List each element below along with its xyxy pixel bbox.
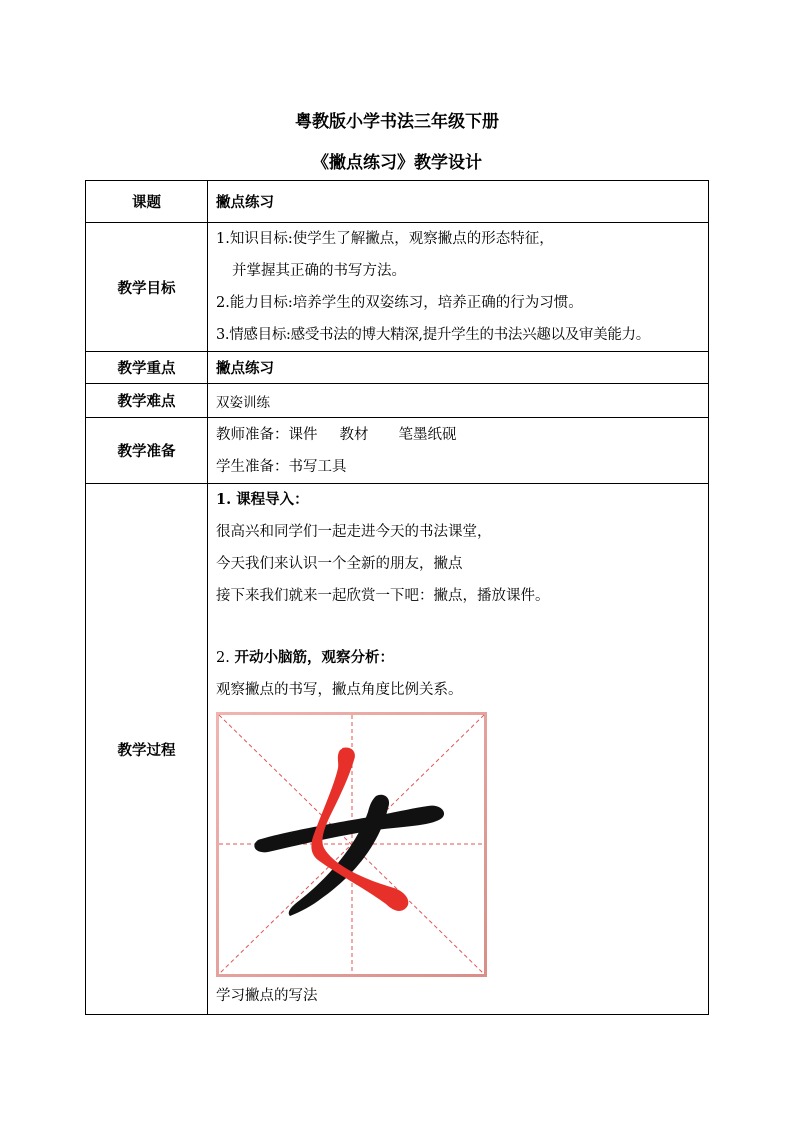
row-objectives xyxy=(86,223,709,352)
value-key-point: 撇点练习 xyxy=(208,352,709,384)
value-preparation xyxy=(208,418,709,484)
label-preparation: 教学准备 xyxy=(86,418,208,484)
section1-line: 很高兴和同学们一起走进今天的书法课堂， xyxy=(216,524,492,540)
objective-line: 2.能力目标:培养学生的双姿练习，培养正确的行为习惯。 xyxy=(216,295,583,311)
objective-line: 3.情感目标:感受书法的博大精深,提升学生的书法兴趣以及审美能力。 xyxy=(216,327,650,343)
row-topic xyxy=(86,181,709,223)
section1-line: 今天我们来认识一个全新的朋友，撇点 xyxy=(216,556,463,572)
label-topic: 课题 xyxy=(86,181,208,223)
grid-caption: 学习撇点的写法 xyxy=(216,988,318,1004)
row-key-point xyxy=(86,352,709,384)
label-objectives: 教学目标 xyxy=(86,223,208,352)
section2-heading: 开动小脑筋，观察分析： xyxy=(234,649,394,666)
document-subtitle: 《撇点练习》教学设计 xyxy=(312,153,482,173)
value-topic: 撇点练习 xyxy=(208,181,709,223)
label-difficulty: 教学难点 xyxy=(86,384,208,418)
teacher-item: 笔墨纸砚 xyxy=(398,426,457,443)
teacher-prefix: 教师准备： xyxy=(216,426,289,443)
teacher-item: 教材 xyxy=(339,426,369,443)
row-preparation xyxy=(86,418,709,484)
section2-line: 观察撇点的书写，撇点角度比例关系。 xyxy=(216,682,463,698)
section1-title: 1. 课程导入： xyxy=(216,491,309,508)
label-process: 教学过程 xyxy=(86,484,208,1015)
row-difficulty xyxy=(86,384,709,418)
objective-line: 并掌握其正确的书写方法。 xyxy=(232,263,406,279)
value-difficulty: 双姿训练 xyxy=(208,384,709,418)
calligraphy-grid-image xyxy=(216,712,488,978)
teacher-preparation xyxy=(216,419,704,451)
section1-line: 接下来我们就来一起欣赏一下吧：撇点，播放课件。 xyxy=(216,588,550,604)
lesson-plan-table xyxy=(85,180,709,1015)
document-title: 粤教版小学书法三年级下册 xyxy=(295,112,499,132)
teacher-item: 课件 xyxy=(288,426,318,443)
section2-number: 2. xyxy=(216,650,230,666)
value-process xyxy=(208,484,709,1015)
row-process xyxy=(86,484,709,1015)
value-objectives xyxy=(208,223,709,352)
calligraphy-practice-grid xyxy=(216,712,488,978)
student-preparation: 学生准备：书写工具 xyxy=(216,458,347,475)
objective-line: 1.知识目标:使学生了解撇点，观察撇点的形态特征， xyxy=(216,231,554,247)
label-key-point: 教学重点 xyxy=(86,352,208,384)
section2-title xyxy=(216,642,704,674)
